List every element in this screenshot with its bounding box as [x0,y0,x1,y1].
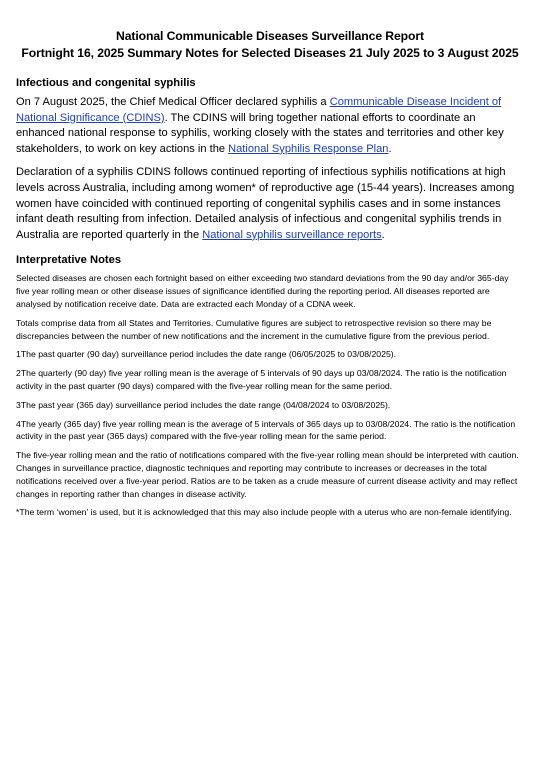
note-quarterly-rolling-mean: 2The quarterly (90 day) five year rolling mean is the average of 5 intervals of 90 days up 03/08/2024. The ratio is the notification activity in the past quarter (90 days) compared with the five-year rolling mean for the same period. [16,368,507,391]
note-yearly-rolling-mean: 4The yearly (365 day) five year rolling mean is the average of 5 intervals of 365 days up to 03/08/2024. The ratio is the notification activity in the past year (365 days) compared with the five-year rolling mean for the same period. [16,418,516,442]
syphilis-paragraph-1 [16,95,524,157]
syphilis-response-plan-link[interactable]: National Syphilis Response Plan [228,142,389,155]
syphilis-paragraph-2-text-a: Declaration of a syphilis CDINS follows continued reporting of infectious syphilis notifications at high levels across Australia, including among women* of reproductive age (15-44 years). Increases among women have coincided with continued reporting of congenital syphilis cases and in some instances infant death resulting from infection. Detailed analysis of infectious and congenital syphilis trends in Australia are reported quarterly in the [16,166,515,241]
report-title [16,28,524,62]
syphilis-paragraph-1-text-c: . [388,142,392,155]
document-page [16,28,524,525]
syphilis-paragraph-1-text-a: On 7 August 2025, the Chief Medical Officer declared syphilis a [16,96,330,108]
report-title-line-1: National Communicable Diseases Surveillance Report [116,29,424,43]
syphilis-paragraph-1-text-b: . The CDINS will bring together national efforts to coordinate an enhanced national response to syphilis, working closely with the states and territories and other key stakeholders, to work on key actions in the [16,111,504,155]
note-rolling-mean-caution: The five-year rolling mean and the ratio of notifications compared with the five-year rolling mean should be interpreted with caution. Changes in surveillance practice, diagnostic techniques and reporting may contribute to increases or decreases in the total notifications received over a five-year period. Ratios are to be taken as a crude measure of current disease activity and may reflect changes in reporting rather than changes in disease activity. [16,450,519,499]
note-past-year: 3The past year (365 day) surveillance period includes the date range (04/08/2024 to 03/08/2025). [16,399,391,410]
report-title-line-2: Fortnight 16, 2025 Summary Notes for Selected Diseases 21 July 2025 to 3 August 2025 [21,46,519,60]
syphilis-paragraph-2-text-b: . [381,228,385,241]
cdins-link[interactable]: Communicable Disease Incident of National Significance (CDINS) [16,96,502,124]
interpretative-notes-heading: Interpretative Notes [16,254,122,267]
note-selected-diseases: Selected diseases are chosen each fortnight based on either exceeding two standard deviations from the 90 day and/or 365-day five year rolling mean or other disease issues of significance identified during the reporting period. All diseases reported are analysed by notification receive date. Data are extracted each Monday of a CDNA week. [16,273,509,309]
syphilis-paragraph-2 [16,165,524,243]
note-women-term: *The term ‘women’ is used, but it is acknowledged that this may also include people with a uterus who are non-female identifying. [16,507,512,518]
note-past-quarter: 1The past quarter (90 day) surveillance period includes the date range (06/05/2025 to 03/08/2025). [16,349,397,360]
syphilis-heading: Infectious and congenital syphilis [16,77,196,89]
syphilis-surveillance-reports-link[interactable]: National syphilis surveillance reports [202,228,382,241]
note-totals: Totals comprise data from all States and Territories. Cumulative figures are subject to retrospective revision so there may be discrepancies between the number of new notifications and the increment in the cumulative figure from the previous period. [16,317,492,341]
